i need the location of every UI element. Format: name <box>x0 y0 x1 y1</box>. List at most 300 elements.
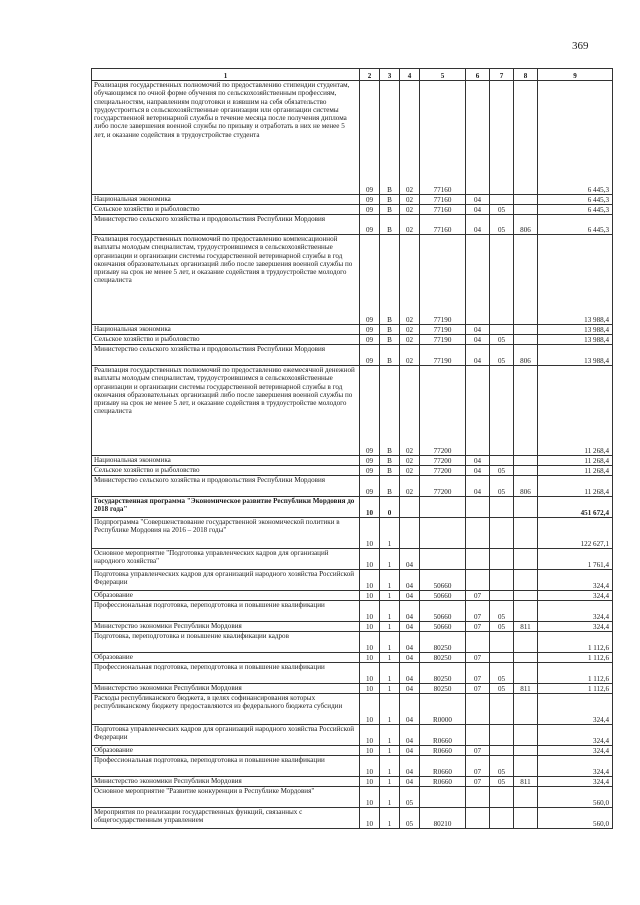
code-cell: В <box>380 456 400 466</box>
table-row <box>92 808 613 829</box>
table-row <box>92 366 613 456</box>
section-cell: 04 <box>466 195 490 205</box>
section-cell <box>466 808 490 829</box>
code-cell: 09 <box>360 235 380 325</box>
subsection-cell <box>490 366 514 456</box>
amount-cell: 6 445,3 <box>538 195 613 205</box>
subsection-cell <box>490 549 514 570</box>
code-cell: 77190 <box>420 335 466 345</box>
page-number: 369 <box>572 40 589 52</box>
code-cell: 0 <box>380 497 400 518</box>
code-cell: 1 <box>380 570 400 591</box>
code-cell: 77190 <box>420 325 466 335</box>
table-row <box>92 325 613 335</box>
code-cell <box>420 518 466 549</box>
code-cell: 04 <box>400 725 420 746</box>
code-cell <box>400 497 420 518</box>
code-cell: 1 <box>380 622 400 632</box>
expense-type-cell <box>514 694 538 725</box>
code-cell: 1 <box>380 591 400 601</box>
code-cell: 04 <box>400 570 420 591</box>
code-cell: 02 <box>400 476 420 497</box>
amount-cell: 13 988,4 <box>538 325 613 335</box>
expense-type-cell <box>514 335 538 345</box>
code-cell: 04 <box>400 591 420 601</box>
subsection-cell <box>490 632 514 653</box>
section-cell: 04 <box>466 325 490 335</box>
item-name-cell: Профессиональная подготовка, переподготовка и повышение квалификации <box>92 601 360 622</box>
table-row <box>92 663 613 684</box>
header-cell: 6 <box>466 69 490 81</box>
code-cell: 02 <box>400 81 420 195</box>
code-cell: 10 <box>360 570 380 591</box>
amount-cell: 324,4 <box>538 601 613 622</box>
section-cell <box>466 235 490 325</box>
section-cell <box>466 81 490 195</box>
section-cell: 07 <box>466 746 490 756</box>
code-cell: 50660 <box>420 601 466 622</box>
header-cell: 3 <box>380 69 400 81</box>
amount-cell: 13 988,4 <box>538 335 613 345</box>
section-cell: 04 <box>466 335 490 345</box>
subsection-cell <box>490 518 514 549</box>
amount-cell: 324,4 <box>538 777 613 787</box>
subsection-cell <box>490 497 514 518</box>
code-cell: 1 <box>380 549 400 570</box>
subsection-cell: 05 <box>490 777 514 787</box>
code-cell: 10 <box>360 549 380 570</box>
code-cell: В <box>380 335 400 345</box>
table-row <box>92 591 613 601</box>
code-cell: 09 <box>360 366 380 456</box>
item-name-cell: Министерство сельского хозяйства и продовольствия Республики Мордовия <box>92 476 360 497</box>
item-name-cell: Образование <box>92 746 360 756</box>
amount-cell: 324,4 <box>538 694 613 725</box>
code-cell: 50660 <box>420 591 466 601</box>
code-cell: 02 <box>400 456 420 466</box>
item-name-cell: Профессиональная подготовка, переподготовка и повышение квалификации <box>92 663 360 684</box>
amount-cell: 6 445,3 <box>538 205 613 215</box>
expense-type-cell: 806 <box>514 215 538 235</box>
item-name-cell: Подготовка управленческих кадров для организаций народного хозяйства Российской Федерации <box>92 725 360 746</box>
amount-cell: 1 761,4 <box>538 549 613 570</box>
expense-type-cell <box>514 205 538 215</box>
code-cell: 04 <box>400 746 420 756</box>
code-cell: 02 <box>400 235 420 325</box>
code-cell: 1 <box>380 684 400 694</box>
code-cell: 1 <box>380 632 400 653</box>
amount-cell: 324,4 <box>538 725 613 746</box>
amount-cell: 560,0 <box>538 787 613 808</box>
code-cell: 77160 <box>420 215 466 235</box>
code-cell: 09 <box>360 335 380 345</box>
expense-type-cell <box>514 325 538 335</box>
table-row <box>92 694 613 725</box>
section-cell: 07 <box>466 663 490 684</box>
code-cell: 02 <box>400 195 420 205</box>
expense-type-cell: 806 <box>514 476 538 497</box>
subsection-cell: 05 <box>490 345 514 366</box>
table-row <box>92 235 613 325</box>
section-cell <box>466 497 490 518</box>
code-cell: 77200 <box>420 366 466 456</box>
table-row <box>92 777 613 787</box>
code-cell: 04 <box>400 684 420 694</box>
subsection-cell <box>490 725 514 746</box>
expense-type-cell <box>514 756 538 777</box>
amount-cell: 11 268,4 <box>538 466 613 476</box>
item-name-cell: Профессиональная подготовка, переподготовка и повышение квалификации <box>92 756 360 777</box>
header-row <box>92 69 613 81</box>
subsection-cell: 05 <box>490 684 514 694</box>
code-cell: 09 <box>360 345 380 366</box>
expense-type-cell <box>514 601 538 622</box>
item-name-cell: Реализация государственных полномочий по предоставлению стипендии студентам, обучающимся по очной форме обучения по сельскохозяйственным профессиям, специальностям, направлениям подготовки и взявшим на себя обязательство трудоустроиться в сельскохозяйственные организации или организации системы государственной ветеринарной службы в течение месяца после получения диплома либо после завершения военной службы по призыву и отработать в них не менее 5 лет, и оказание содействия в трудоустройстве студента <box>92 81 360 195</box>
expense-type-cell <box>514 808 538 829</box>
amount-cell: 6 445,3 <box>538 81 613 195</box>
table-row <box>92 570 613 591</box>
code-cell: R0000 <box>420 694 466 725</box>
section-cell: 07 <box>466 622 490 632</box>
amount-cell: 324,4 <box>538 570 613 591</box>
code-cell: 77190 <box>420 345 466 366</box>
code-cell: В <box>380 205 400 215</box>
amount-cell: 13 988,4 <box>538 345 613 366</box>
header-cell: 5 <box>420 69 466 81</box>
section-cell: 04 <box>466 466 490 476</box>
code-cell: 77190 <box>420 235 466 325</box>
code-cell: 09 <box>360 466 380 476</box>
table-row <box>92 195 613 205</box>
expense-type-cell <box>514 518 538 549</box>
subsection-cell <box>490 787 514 808</box>
table-row <box>92 549 613 570</box>
code-cell: 02 <box>400 205 420 215</box>
code-cell: 04 <box>400 622 420 632</box>
item-name-cell: Сельское хозяйство и рыболовство <box>92 335 360 345</box>
subsection-cell <box>490 195 514 205</box>
section-cell <box>466 725 490 746</box>
subsection-cell: 05 <box>490 205 514 215</box>
table-row <box>92 632 613 653</box>
item-name-cell: Подготовка управленческих кадров для организаций народного хозяйства Российской Федерации <box>92 570 360 591</box>
code-cell: 05 <box>400 787 420 808</box>
amount-cell: 11 268,4 <box>538 366 613 456</box>
code-cell: 10 <box>360 518 380 549</box>
code-cell: 1 <box>380 518 400 549</box>
code-cell: 1 <box>380 601 400 622</box>
expense-type-cell: 811 <box>514 622 538 632</box>
expense-type-cell <box>514 549 538 570</box>
section-cell: 07 <box>466 684 490 694</box>
section-cell <box>466 549 490 570</box>
code-cell: 77160 <box>420 81 466 195</box>
code-cell: 1 <box>380 756 400 777</box>
header-cell: 1 <box>92 69 360 81</box>
subsection-cell <box>490 570 514 591</box>
table-row <box>92 622 613 632</box>
code-cell: 04 <box>400 632 420 653</box>
table-body <box>92 81 613 829</box>
header-cell: 9 <box>538 69 613 81</box>
code-cell: R0660 <box>420 777 466 787</box>
section-cell <box>466 518 490 549</box>
subsection-cell: 05 <box>490 215 514 235</box>
section-cell: 07 <box>466 653 490 663</box>
subsection-cell <box>490 808 514 829</box>
subsection-cell: 05 <box>490 466 514 476</box>
code-cell: 1 <box>380 746 400 756</box>
code-cell: 02 <box>400 366 420 456</box>
table-row <box>92 466 613 476</box>
item-name-cell: Национальная экономика <box>92 456 360 466</box>
expense-type-cell <box>514 456 538 466</box>
table-row <box>92 497 613 518</box>
expense-type-cell <box>514 591 538 601</box>
code-cell: В <box>380 345 400 366</box>
code-cell: 04 <box>400 549 420 570</box>
expense-type-cell: 811 <box>514 777 538 787</box>
code-cell: R0660 <box>420 756 466 777</box>
section-cell: 07 <box>466 777 490 787</box>
expense-type-cell <box>514 497 538 518</box>
code-cell: В <box>380 195 400 205</box>
item-name-cell: Сельское хозяйство и рыболовство <box>92 466 360 476</box>
table-row <box>92 81 613 195</box>
item-name-cell: Основное мероприятие "Развитие конкуренции в Республике Мордовия" <box>92 787 360 808</box>
code-cell: R0660 <box>420 725 466 746</box>
amount-cell: 324,4 <box>538 591 613 601</box>
amount-cell: 11 268,4 <box>538 476 613 497</box>
expense-type-cell <box>514 570 538 591</box>
item-name-cell: Национальная экономика <box>92 325 360 335</box>
item-name-cell: Министерство экономики Республики Мордовия <box>92 622 360 632</box>
code-cell: 10 <box>360 787 380 808</box>
code-cell: В <box>380 466 400 476</box>
code-cell: 10 <box>360 725 380 746</box>
code-cell: 10 <box>360 808 380 829</box>
code-cell: В <box>380 235 400 325</box>
header-cell: 7 <box>490 69 514 81</box>
table-row <box>92 653 613 663</box>
budget-table <box>91 68 613 829</box>
code-cell <box>420 549 466 570</box>
code-cell: 10 <box>360 694 380 725</box>
amount-cell: 13 988,4 <box>538 235 613 325</box>
code-cell: 10 <box>360 632 380 653</box>
code-cell: 50660 <box>420 570 466 591</box>
expense-type-cell: 806 <box>514 345 538 366</box>
code-cell: 77160 <box>420 205 466 215</box>
section-cell: 04 <box>466 215 490 235</box>
code-cell: 1 <box>380 787 400 808</box>
subsection-cell <box>490 746 514 756</box>
amount-cell: 324,4 <box>538 756 613 777</box>
code-cell: 1 <box>380 725 400 746</box>
amount-cell: 6 445,3 <box>538 215 613 235</box>
code-cell: 77200 <box>420 466 466 476</box>
code-cell: 77200 <box>420 456 466 466</box>
subsection-cell: 05 <box>490 756 514 777</box>
subsection-cell: 05 <box>490 476 514 497</box>
code-cell: 10 <box>360 663 380 684</box>
code-cell: 1 <box>380 777 400 787</box>
code-cell: 04 <box>400 653 420 663</box>
amount-cell: 122 627,1 <box>538 518 613 549</box>
subsection-cell <box>490 325 514 335</box>
amount-cell: 1 112,6 <box>538 632 613 653</box>
code-cell: 10 <box>360 777 380 787</box>
code-cell: 10 <box>360 756 380 777</box>
expense-type-cell <box>514 663 538 684</box>
item-name-cell: Расходы республиканского бюджета, в целях софинансирования которых республиканскому бюджету предоставляются из федерального бюджета субсидии <box>92 694 360 725</box>
section-cell: 04 <box>466 456 490 466</box>
code-cell: 02 <box>400 345 420 366</box>
code-cell: 1 <box>380 653 400 663</box>
code-cell: 09 <box>360 81 380 195</box>
item-name-cell: Подпрограмма "Совершенствование государственной экономической политики в Республике Мордовия на 2016 – 2018 годы" <box>92 518 360 549</box>
section-cell <box>466 787 490 808</box>
subsection-cell <box>490 81 514 195</box>
header-cell: 2 <box>360 69 380 81</box>
expense-type-cell <box>514 653 538 663</box>
table-row <box>92 345 613 366</box>
code-cell: 77160 <box>420 195 466 205</box>
code-cell: 04 <box>400 601 420 622</box>
item-name-cell: Основное мероприятие "Подготовка управленческих кадров для организаций народного хозяйства" <box>92 549 360 570</box>
section-cell <box>466 632 490 653</box>
code-cell: 04 <box>400 756 420 777</box>
header-cell: 4 <box>400 69 420 81</box>
item-name-cell: Сельское хозяйство и рыболовство <box>92 205 360 215</box>
amount-cell: 11 268,4 <box>538 456 613 466</box>
code-cell: 77200 <box>420 476 466 497</box>
subsection-cell <box>490 694 514 725</box>
section-cell: 04 <box>466 476 490 497</box>
expense-type-cell <box>514 787 538 808</box>
code-cell: 10 <box>360 497 380 518</box>
section-cell: 04 <box>466 345 490 366</box>
expense-type-cell <box>514 81 538 195</box>
header-cell: 8 <box>514 69 538 81</box>
code-cell: 02 <box>400 466 420 476</box>
subsection-cell <box>490 235 514 325</box>
code-cell: 09 <box>360 195 380 205</box>
code-cell <box>420 787 466 808</box>
expense-type-cell <box>514 235 538 325</box>
item-name-cell: Национальная экономика <box>92 195 360 205</box>
code-cell: R0660 <box>420 746 466 756</box>
item-name-cell: Реализация государственных полномочий по предоставлению компенсационной выплаты молодым специалистам, трудоустроившимся в сельскохозяйственные организации и организации системы государственной ветеринарной службы в год окончания образовательных организаций либо после завершения военной службы по призыву на срок не менее 5 лет, и оказание содействия в трудоустройстве молодого специалиста <box>92 235 360 325</box>
amount-cell: 1 112,6 <box>538 684 613 694</box>
code-cell: 04 <box>400 663 420 684</box>
item-name-cell: Образование <box>92 591 360 601</box>
code-cell: В <box>380 81 400 195</box>
code-cell <box>400 518 420 549</box>
code-cell: В <box>380 325 400 335</box>
table-row <box>92 215 613 235</box>
code-cell: 09 <box>360 205 380 215</box>
code-cell: 1 <box>380 808 400 829</box>
section-cell: 07 <box>466 591 490 601</box>
amount-cell: 451 672,4 <box>538 497 613 518</box>
code-cell: 1 <box>380 694 400 725</box>
table-row <box>92 601 613 622</box>
code-cell <box>420 497 466 518</box>
code-cell: 10 <box>360 591 380 601</box>
item-name-cell: Министерство сельского хозяйства и продовольствия Республики Мордовия <box>92 215 360 235</box>
item-name-cell: Мероприятия по реализации государственных функций, связанных с общегосударственным управлением <box>92 808 360 829</box>
code-cell: 1 <box>380 663 400 684</box>
section-cell <box>466 570 490 591</box>
code-cell: 80210 <box>420 808 466 829</box>
code-cell: 09 <box>360 215 380 235</box>
item-name-cell: Министерство экономики Республики Мордовия <box>92 684 360 694</box>
item-name-cell: Государственная программа "Экономическое развитие Республики Мордовия до 2018 года" <box>92 497 360 518</box>
expense-type-cell <box>514 466 538 476</box>
section-cell: 07 <box>466 756 490 777</box>
code-cell: 10 <box>360 653 380 663</box>
code-cell: 80250 <box>420 632 466 653</box>
table-row <box>92 456 613 466</box>
table-row <box>92 684 613 694</box>
code-cell: 09 <box>360 456 380 466</box>
item-name-cell: Министерство экономики Республики Мордовия <box>92 777 360 787</box>
code-cell: В <box>380 366 400 456</box>
code-cell: 10 <box>360 684 380 694</box>
amount-cell: 324,4 <box>538 622 613 632</box>
table-row <box>92 756 613 777</box>
code-cell: 80250 <box>420 663 466 684</box>
table-row <box>92 725 613 746</box>
table-row <box>92 518 613 549</box>
code-cell: 10 <box>360 746 380 756</box>
code-cell: 80250 <box>420 653 466 663</box>
code-cell: 10 <box>360 622 380 632</box>
expense-type-cell: 811 <box>514 684 538 694</box>
code-cell: 50660 <box>420 622 466 632</box>
amount-cell: 324,4 <box>538 746 613 756</box>
table-row <box>92 335 613 345</box>
expense-type-cell <box>514 632 538 653</box>
table-row <box>92 476 613 497</box>
code-cell: 80250 <box>420 684 466 694</box>
amount-cell: 560,0 <box>538 808 613 829</box>
subsection-cell: 05 <box>490 622 514 632</box>
table-row <box>92 746 613 756</box>
expense-type-cell <box>514 746 538 756</box>
amount-cell: 1 112,6 <box>538 663 613 684</box>
code-cell: 04 <box>400 777 420 787</box>
code-cell: 05 <box>400 808 420 829</box>
code-cell: 10 <box>360 601 380 622</box>
expense-type-cell <box>514 366 538 456</box>
section-cell <box>466 694 490 725</box>
item-name-cell: Реализация государственных полномочий по предоставлению ежемесячной денежной выплаты молодым специалистам, трудоустроившимся в сельскохозяйственные организации и организации системы государственной ветеринарной службы в год окончания образовательных организаций либо после завершения военной службы по призыву на срок не менее 5 лет, и оказание содействия в трудоустройстве молодого специалиста <box>92 366 360 456</box>
subsection-cell: 05 <box>490 663 514 684</box>
code-cell: 02 <box>400 325 420 335</box>
code-cell: 02 <box>400 335 420 345</box>
code-cell: 02 <box>400 215 420 235</box>
expense-type-cell <box>514 725 538 746</box>
code-cell: В <box>380 476 400 497</box>
table-row <box>92 787 613 808</box>
subsection-cell <box>490 591 514 601</box>
code-cell: 04 <box>400 694 420 725</box>
item-name-cell: Подготовка, переподготовка и повышение квалификации кадров <box>92 632 360 653</box>
section-cell: 07 <box>466 601 490 622</box>
section-cell <box>466 366 490 456</box>
